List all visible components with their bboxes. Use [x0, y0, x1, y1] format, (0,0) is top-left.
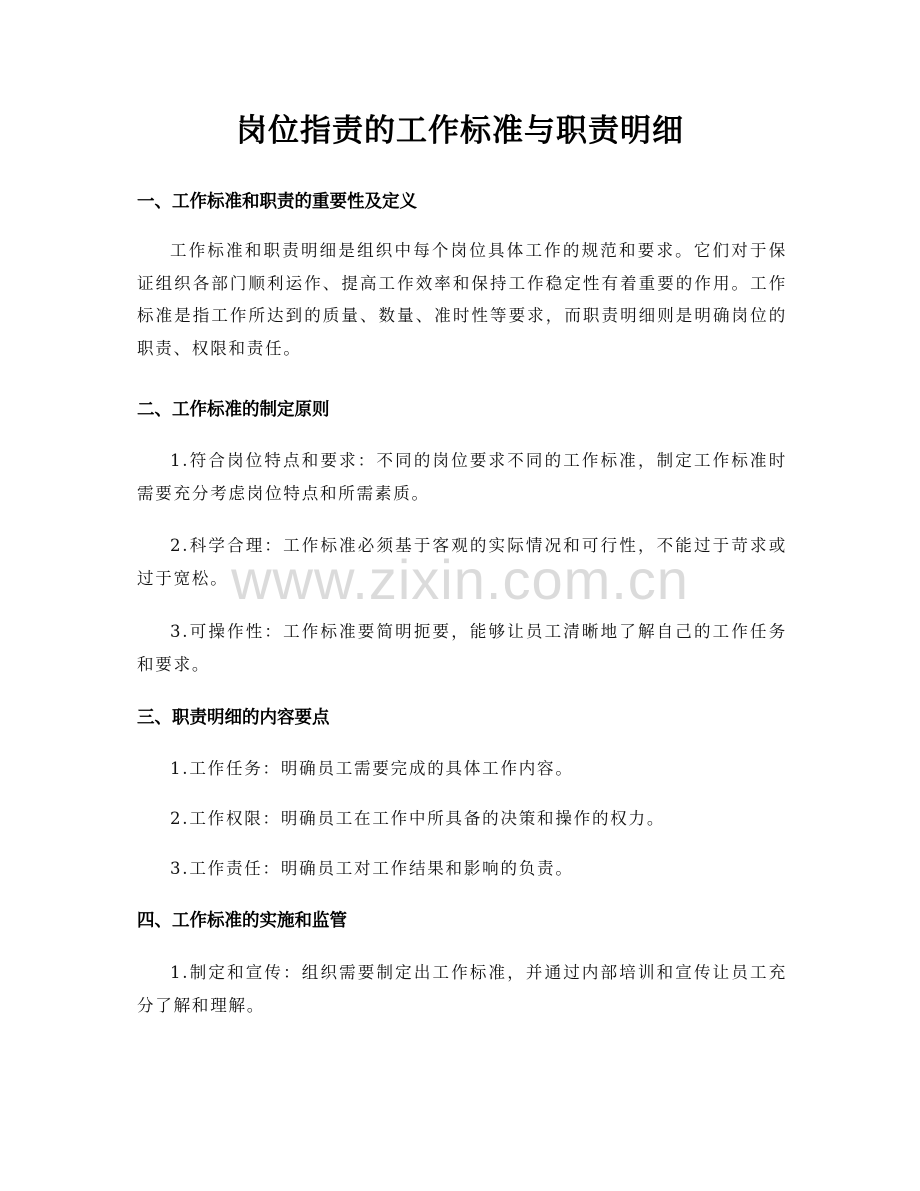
section-2-paragraph-1: 1.符合岗位特点和要求：不同的岗位要求不同的工作标准，制定工作标准时需要充分考虑岗位特点和所需素质。 [137, 451, 787, 503]
section-2-paragraph-2: 2.科学合理：工作标准必须基于客观的实际情况和可行性，不能过于苛求或过于宽松。 [137, 536, 787, 588]
section-heading-1: 一、工作标准和职责的重要性及定义 [137, 192, 417, 212]
section-1-paragraph-1: 工作标准和职责明细是组织中每个岗位具体工作的规范和要求。它们对于保证组织各部门顺利运作、提高工作效率和保持工作稳定性有着重要的作用。工作标准是指工作所达到的质量、数量、准时性等要求，而职责明细则是明确岗位的职责、权限和责任。 [137, 241, 787, 358]
section-heading-2: 二、工作标准的制定原则 [137, 400, 330, 420]
section-heading-4: 四、工作标准的实施和监管 [137, 911, 347, 931]
section-2-paragraph-3: 3.可操作性：工作标准要简明扼要，能够让员工清晰地了解自己的工作任务和要求。 [137, 622, 787, 674]
section-3-paragraph-2: 2.工作权限：明确员工在工作中所具备的决策和操作的权力。 [170, 809, 666, 828]
watermark: www.zixin.com.cn [231, 548, 689, 611]
section-4-paragraph-1: 1.制定和宣传：组织需要制定出工作标准，并通过内部培训和宣传让员工充分了解和理解。 [137, 963, 787, 1015]
section-3-paragraph-3: 3.工作责任：明确员工对工作结果和影响的负责。 [170, 859, 574, 878]
page-title: 岗位指责的工作标准与职责明细 [236, 113, 684, 149]
section-3-paragraph-1: 1.工作任务：明确员工需要完成的具体工作内容。 [170, 759, 574, 778]
section-heading-3: 三、职责明细的内容要点 [137, 708, 330, 728]
